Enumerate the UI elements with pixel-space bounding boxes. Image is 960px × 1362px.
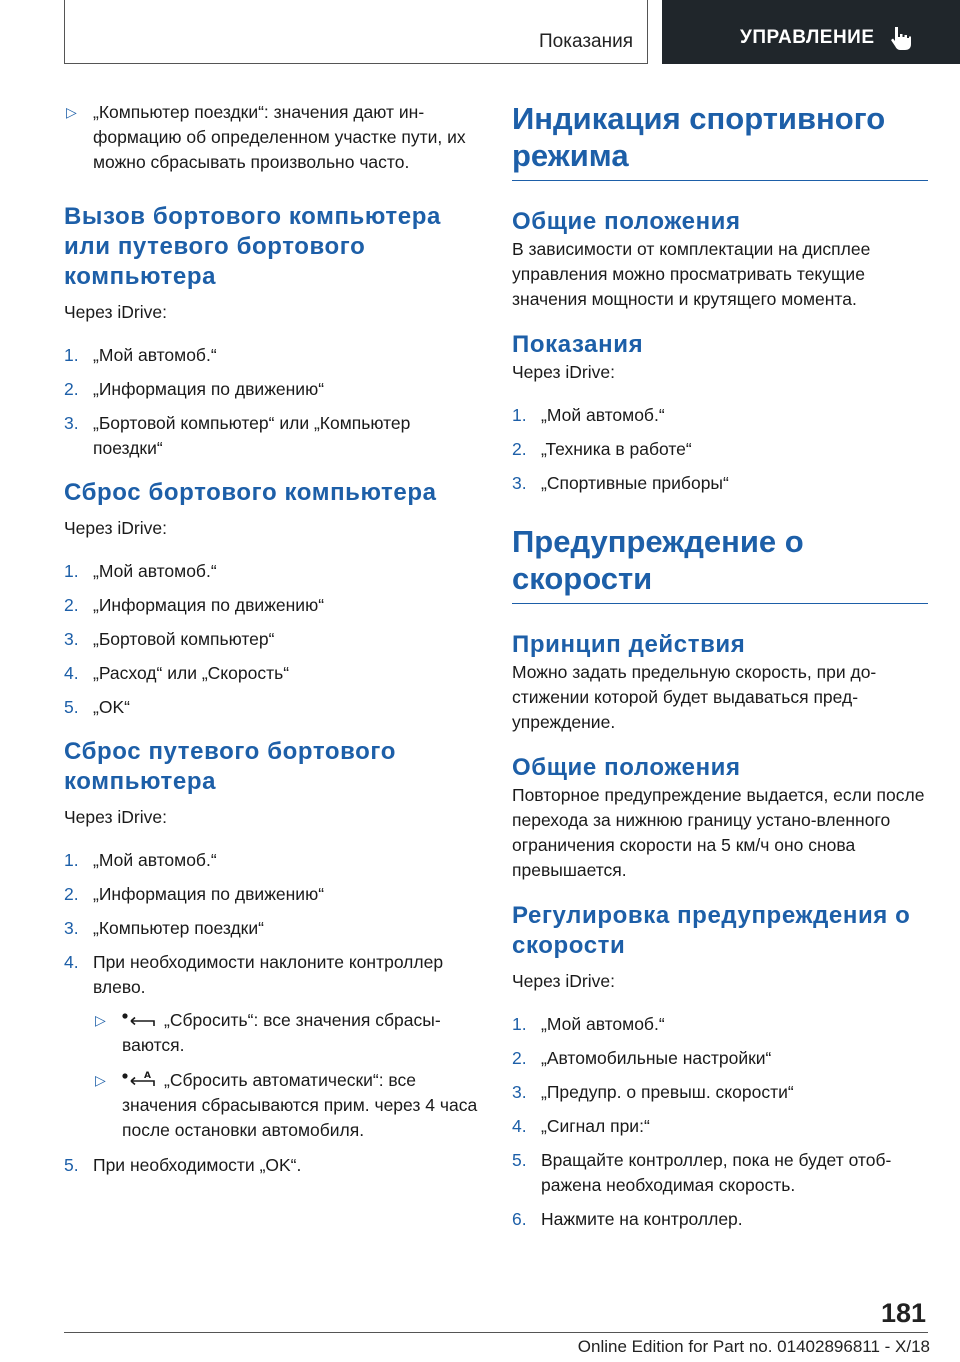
via-idrive-text: Через iDrive: [64, 302, 167, 322]
list-item: 2. „Автомобильные настройки“ [512, 1048, 772, 1068]
steps-reset-trip-computer [64, 848, 479, 1178]
header-section-label: Показания [539, 31, 633, 52]
svg-text:A: A [144, 1071, 151, 1081]
list-item: 2. „Техника в работе“ [512, 439, 692, 459]
heading-adjust-warning: Регулировка предупреждения о скорости [512, 902, 911, 959]
heading-reset-trip-computer: Сброс путевого бортового компьютера [64, 738, 396, 795]
list-item: 2. „Информация по движению“ [64, 595, 325, 615]
list-item: 3. „Компьютер поездки“ [64, 918, 264, 938]
list-item: 1. „Мой автомоб.“ [64, 850, 217, 870]
principle-text: Можно задать предельную скорость, при до-стижении которой будет выдаваться пред-упреждение. [512, 662, 877, 732]
list-item: 1. „Мой автомоб.“ [64, 561, 217, 581]
header-chapter-label: УПРАВЛЕНИЕ [740, 27, 875, 48]
list-item: 2. „Информация по движению“ [64, 884, 325, 904]
list-item: 3. „Предупр. о превыш. скорости“ [512, 1082, 794, 1102]
sub-bullet-auto-reset [93, 1068, 479, 1143]
heading-sport-display: Индикация спортивного режима [512, 100, 928, 181]
triangle-bullet-icon: ▷ [95, 1072, 106, 1088]
heading-displays: Показания [512, 331, 644, 358]
intro-bullet [64, 100, 479, 175]
list-item: 3. „Бортовой компьютер“ или „Компьютер поездки“ [64, 413, 411, 458]
via-idrive-text: Через iDrive: [64, 518, 167, 538]
list-item: 1. „Мой автомоб.“ [512, 1014, 665, 1034]
left-column [64, 100, 479, 1187]
intro-bullet-text: „Компьютер поездки“: значения дают ин-формацию об определенном участке пути, их можно сбрасывать произвольно часто. [93, 102, 466, 172]
triangle-bullet-icon: ▷ [95, 1012, 106, 1028]
heading-general-b: Общие положения [512, 754, 741, 781]
heading-general-a: Общие положения [512, 208, 741, 235]
general-a-text: В зависимости от комплектации на дисплее управления можно просматривать текущие значения мощности и крутящего момента. [512, 239, 871, 309]
list-item: 5. „OK“ [64, 697, 130, 717]
pointing-hand-icon [889, 25, 913, 51]
reset-icon [122, 1012, 156, 1028]
steps-sport-display [512, 403, 928, 496]
triangle-bullet-icon: ▷ [66, 104, 77, 120]
via-idrive-text: Через iDrive: [512, 971, 615, 991]
sub-bullet-reset-text: „Сбросить“: все значения сбрасы-ваются. [122, 1010, 441, 1055]
page-number: 181 [880, 1298, 926, 1328]
list-item: 1. „Мой автомоб.“ [512, 405, 665, 425]
list-item: 5. Вращайте контроллер, пока не будет отоб-ражена необходимая скорость. [512, 1150, 892, 1195]
steps-reset-board-computer [64, 559, 479, 720]
list-item: 4. „Сигнал при:“ [512, 1116, 650, 1136]
heading-reset-board-computer: Сброс бортового компьютера [64, 479, 437, 506]
list-item: 3. „Спортивные приборы“ [512, 473, 729, 493]
header-chapter-tab [662, 0, 960, 64]
steps-adjust-warning [512, 1012, 928, 1232]
steps-call-computer [64, 343, 479, 461]
list-item: 3. „Бортовой компьютер“ [64, 629, 275, 649]
via-idrive-text: Через iDrive: [64, 807, 167, 827]
sub-bullet-reset [93, 1008, 479, 1058]
list-item: 6. Нажмите на контроллер. [512, 1209, 743, 1229]
heading-speed-warning: Предупреждение о скорости [512, 523, 928, 604]
list-item: 1. „Мой автомоб.“ [64, 345, 217, 365]
heading-call-computer: Вызов бортового компьютера или путевого бортового компьютера [64, 203, 441, 290]
auto-reset-icon [122, 1070, 156, 1088]
right-column [512, 100, 928, 1241]
list-item: 4. „Расход“ или „Скорость“ [64, 663, 290, 683]
footer-divider [64, 1332, 928, 1333]
footer-edition: Online Edition for Part no. 01402896811 - X/18 [577, 1337, 930, 1356]
list-item: 2. „Информация по движению“ [64, 379, 325, 399]
general-b-text: Повторное предупреждение выдается, если после перехода за нижнюю границу устано-вленного ограничения скорости на 5 км/ч оно снова превышается. [512, 785, 925, 880]
sub-bullet-auto-reset-text: „Сбросить автоматически“: все значения сбрасываются прим. через 4 часа после остановки автомобиля. [122, 1070, 478, 1140]
list-item: 5. При необходимости „OK“. [64, 1155, 302, 1175]
via-idrive-text: Через iDrive: [512, 362, 615, 382]
heading-principle: Принцип действия [512, 631, 746, 658]
header-section-tab [64, 0, 648, 64]
list-item: 4. При необходимости наклоните контроллер влево. ▷ „Сбросить“: все значения сбрасы-ваются. ▷ A „Сбросить автоматически“: все значения сбрасываются прим. через 4 часа после остановки автомобиля. [64, 950, 479, 1143]
